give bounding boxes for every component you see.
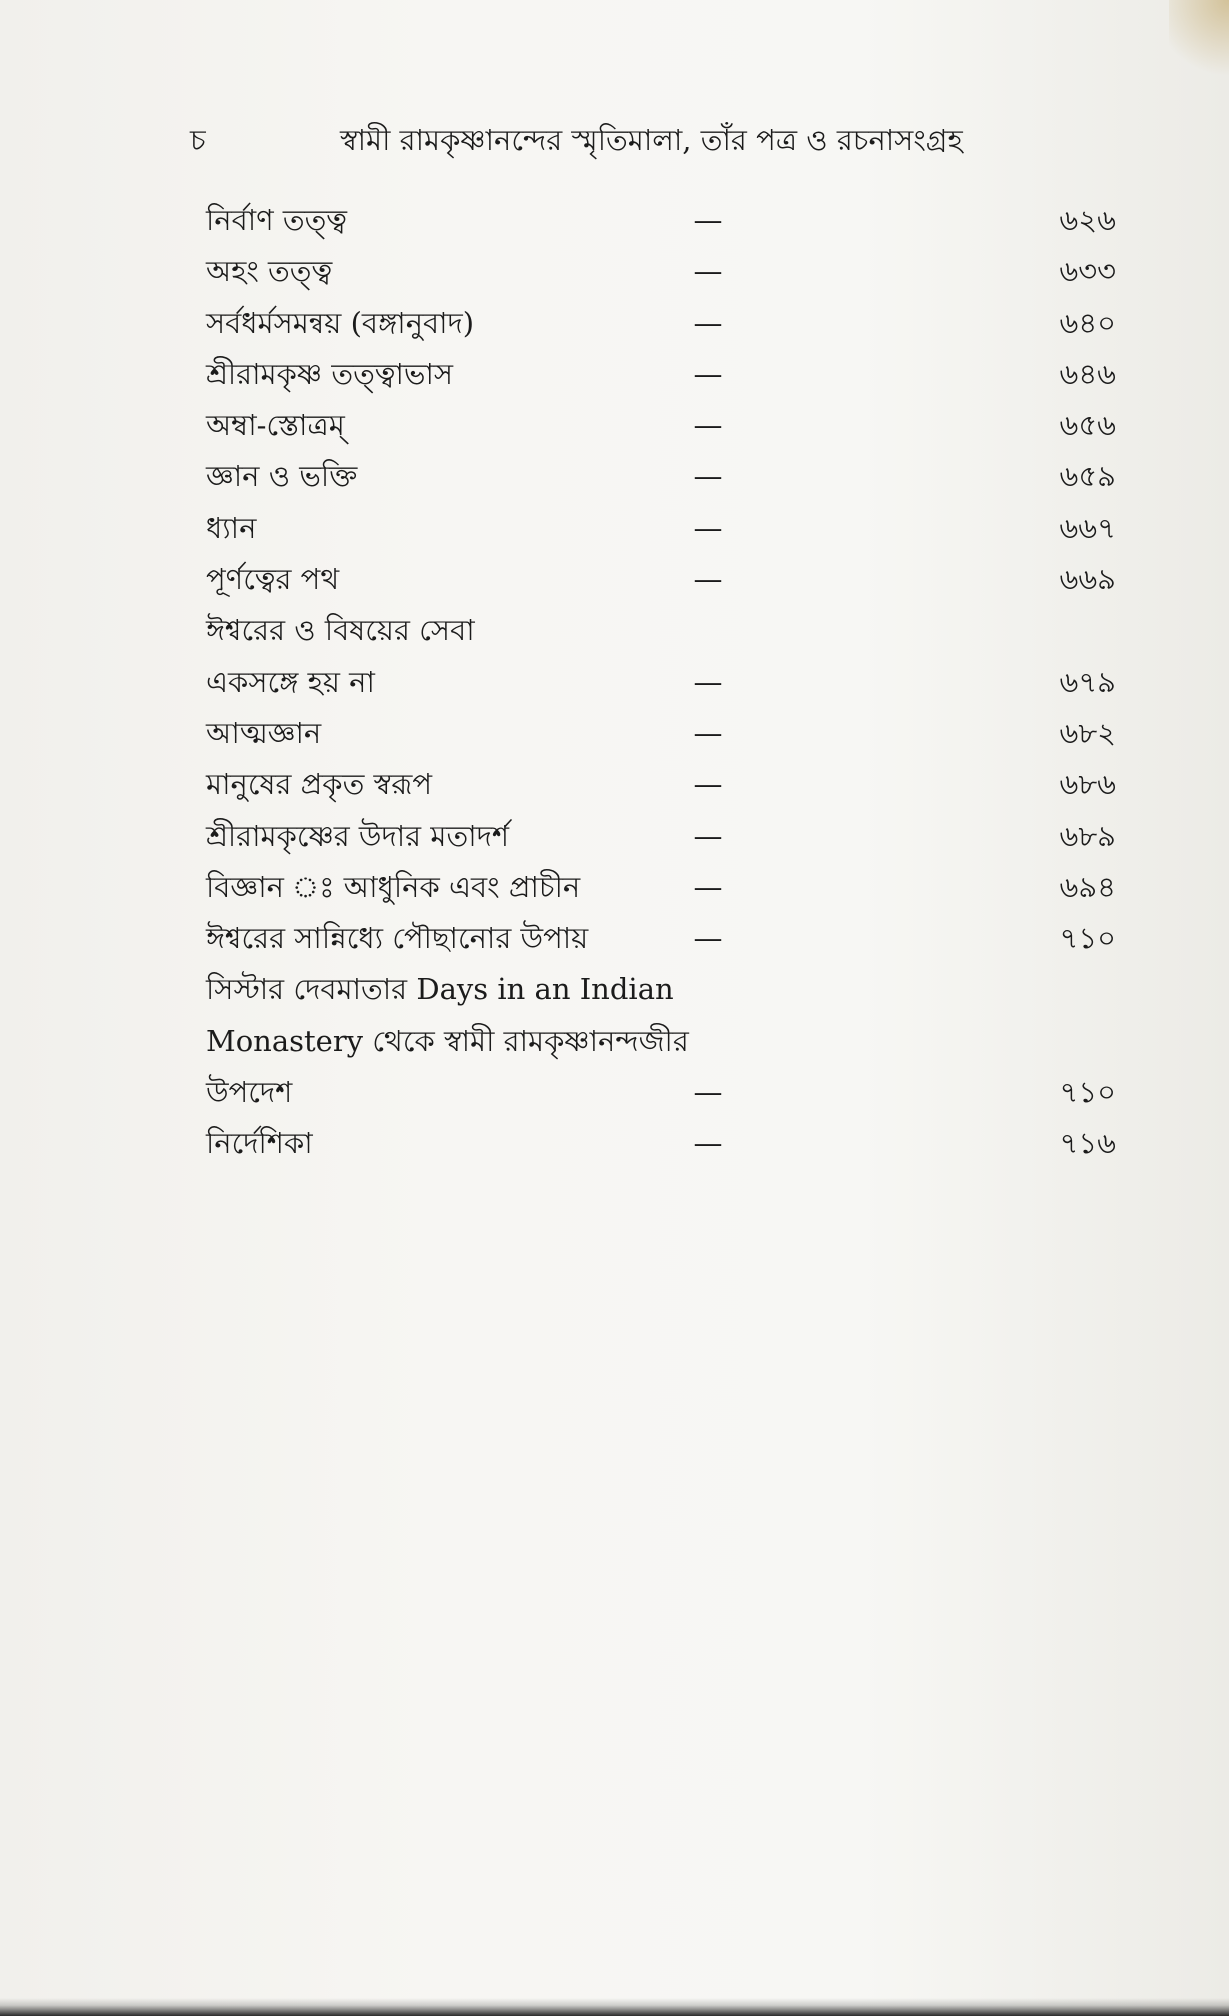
toc-entry-page: ৬৮২ bbox=[1059, 715, 1116, 750]
toc-row bbox=[206, 246, 1116, 297]
toc-entry-title: শ্রীরামকৃষ্ণের উদার মতাদর্শ bbox=[206, 818, 510, 853]
toc-entry-dash: — bbox=[693, 1075, 723, 1110]
page-bottom-edge bbox=[0, 1998, 1229, 2016]
toc-entry-dash: — bbox=[693, 305, 723, 340]
toc-entry-dash: — bbox=[693, 869, 723, 904]
toc-entry-title: ঈশ্বরের ও বিষয়ের সেবা bbox=[206, 613, 475, 648]
toc-entry-page: ৬৪৬ bbox=[1059, 356, 1116, 391]
toc-entry-page: ৬৪০ bbox=[1059, 305, 1116, 340]
toc-row bbox=[206, 298, 1116, 349]
toc-entry-title: ঈশ্বরের সান্নিধ্যে পৌছানোর উপায় bbox=[206, 921, 589, 956]
toc-entry-title: নির্বাণ তত্ত্ব bbox=[206, 203, 348, 237]
toc-row bbox=[206, 349, 1116, 400]
toc-entry-page: ৬৭৯ bbox=[1059, 664, 1116, 699]
toc-entry-page: ৬৮৯ bbox=[1059, 818, 1116, 853]
toc-entry-page: ৬২৬ bbox=[1059, 203, 1116, 237]
toc-row bbox=[206, 1016, 1116, 1067]
toc-row bbox=[206, 913, 1116, 964]
toc-entry-title: আত্মজ্ঞান bbox=[206, 715, 322, 750]
toc-row bbox=[206, 451, 1116, 502]
toc-entry-dash: — bbox=[693, 921, 723, 956]
toc-entry-page: ৭১৬ bbox=[1059, 1126, 1116, 1161]
page-header bbox=[190, 118, 990, 168]
page-corner-shadow bbox=[1169, 0, 1229, 90]
toc-entry-page: ৬৯৪ bbox=[1059, 869, 1116, 904]
toc-entry-title: অম্বা-স্তোত্রম্ bbox=[206, 408, 345, 443]
toc-entry-title: ধ্যান bbox=[206, 510, 257, 545]
toc-entry-title: অহং তত্ত্ব bbox=[206, 254, 333, 289]
toc-entry-page: ৭১০ bbox=[1059, 921, 1116, 956]
toc-row bbox=[206, 1118, 1116, 1169]
toc-row bbox=[206, 759, 1116, 810]
toc-entry-dash: — bbox=[693, 767, 723, 802]
toc-entry-dash: — bbox=[693, 203, 723, 237]
toc-row bbox=[206, 605, 1116, 656]
toc-entry-dash: — bbox=[693, 510, 723, 545]
toc-row bbox=[206, 554, 1116, 605]
toc-entry-page: ৬৫৬ bbox=[1059, 408, 1116, 443]
table-of-contents bbox=[206, 195, 1116, 1170]
toc-entry-dash: — bbox=[693, 459, 723, 494]
toc-entry-title: উপদেশ bbox=[206, 1075, 293, 1110]
toc-entry-title: সর্বধর্মসমন্বয় (বঙ্গানুবাদ) bbox=[206, 305, 475, 340]
toc-entry-dash: — bbox=[693, 818, 723, 853]
toc-row bbox=[206, 400, 1116, 451]
toc-row bbox=[206, 503, 1116, 554]
toc-entry-title: নির্দেশিকা bbox=[206, 1126, 313, 1161]
toc-entry-page: ৬৬৯ bbox=[1059, 562, 1116, 597]
toc-entry-title: Monastery থেকে স্বামী রামকৃষ্ণানন্দজীর bbox=[206, 1023, 689, 1058]
toc-entry-page: ৬৬৭ bbox=[1059, 510, 1116, 545]
toc-entry-title: জ্ঞান ও ভক্তি bbox=[206, 459, 358, 494]
toc-entry-page: ৭১০ bbox=[1059, 1075, 1116, 1110]
toc-entry-title: মানুষের প্রকৃত স্বরূপ bbox=[206, 767, 432, 802]
toc-entry-page: ৬৫৯ bbox=[1059, 459, 1116, 494]
toc-entry-page: ৬৩৩ bbox=[1059, 254, 1116, 289]
toc-row bbox=[206, 862, 1116, 913]
toc-entry-title: পূর্ণত্বের পথ bbox=[206, 562, 340, 597]
toc-row bbox=[206, 1067, 1116, 1118]
toc-entry-page: ৬৮৬ bbox=[1059, 767, 1116, 802]
toc-entry-dash: — bbox=[693, 254, 723, 289]
toc-entry-title: বিজ্ঞান ঃ আধুনিক এবং প্রাচীন bbox=[206, 869, 581, 904]
toc-entry-title: সিস্টার দেবমাতার Days in an Indian bbox=[206, 972, 674, 1007]
page-number: চ bbox=[190, 123, 206, 157]
toc-row bbox=[206, 811, 1116, 862]
toc-row bbox=[206, 708, 1116, 759]
running-title: স্বামী রামকৃষ্ণানন্দের স্মৃতিমালা, তাঁর পত্র ও রচনাসংগ্রহ bbox=[340, 123, 963, 157]
toc-entry-title: একসঙ্গে হয় না bbox=[206, 664, 375, 699]
toc-entry-dash: — bbox=[693, 408, 723, 443]
toc-entry-dash: — bbox=[693, 356, 723, 391]
toc-row bbox=[206, 195, 1116, 246]
toc-row bbox=[206, 964, 1116, 1015]
toc-row bbox=[206, 657, 1116, 708]
toc-entry-dash: — bbox=[693, 715, 723, 750]
toc-entry-dash: — bbox=[693, 562, 723, 597]
toc-entry-title: শ্রীরামকৃষ্ণ তত্ত্বাভাস bbox=[206, 356, 454, 391]
toc-entry-dash: — bbox=[693, 1126, 723, 1161]
toc-entry-dash: — bbox=[693, 664, 723, 699]
